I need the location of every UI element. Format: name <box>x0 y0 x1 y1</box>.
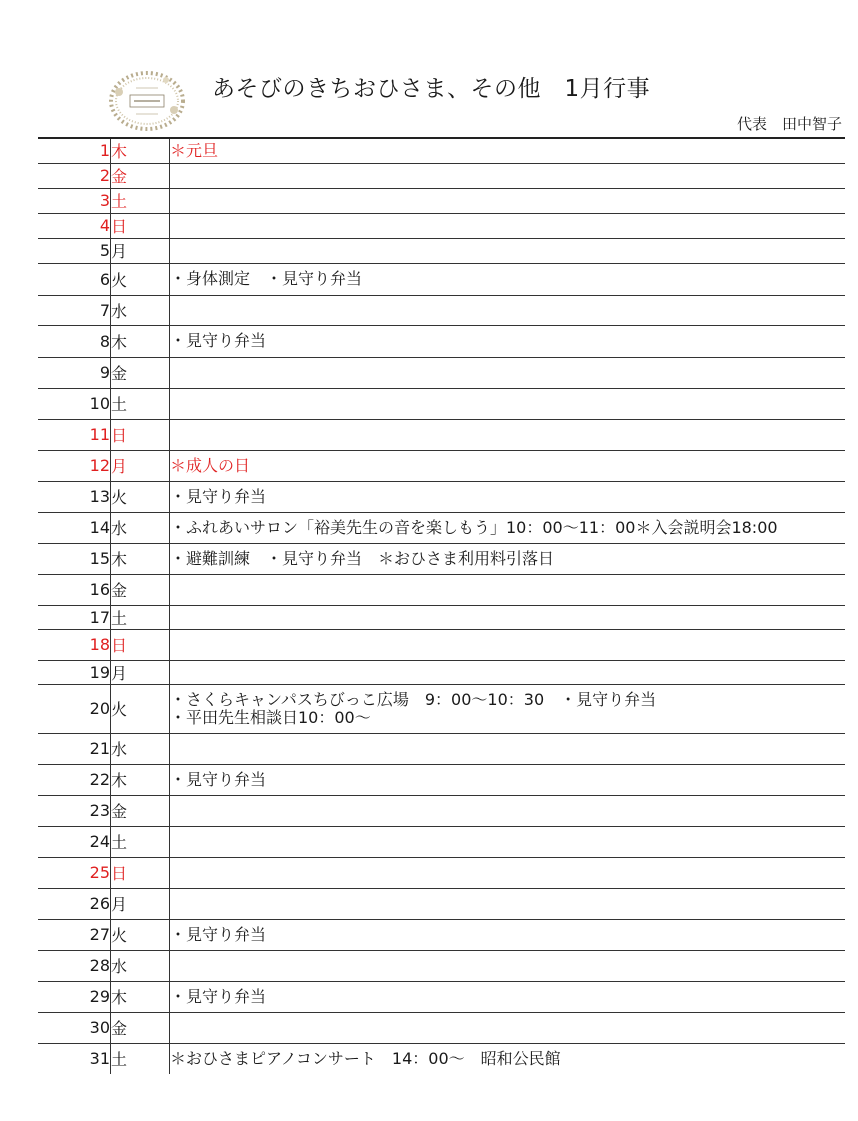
event-cell <box>170 1043 846 1074</box>
page-title: あそびのきちおひさま、その他 1月行事 <box>212 76 651 102</box>
day-number: 2 <box>38 163 111 188</box>
day-number: 26 <box>38 888 111 919</box>
event-text: ＊成人の日 <box>170 455 251 475</box>
day-number: 30 <box>38 1012 111 1043</box>
event-cell <box>170 163 846 188</box>
day-of-week: 日 <box>111 213 170 238</box>
day-number: 24 <box>38 826 111 857</box>
table-row <box>38 543 845 574</box>
event-cell <box>170 512 846 543</box>
event-text: ・避難訓練 ・見守り弁当 ＊おひさま利用料引落日 <box>170 548 555 568</box>
event-cell <box>170 481 846 512</box>
table-row <box>38 188 845 213</box>
event-text: ・見守り弁当 <box>170 924 267 944</box>
day-number: 10 <box>38 388 111 419</box>
table-row <box>38 919 845 950</box>
table-row <box>38 1012 845 1043</box>
event-cell <box>170 795 846 826</box>
event-cell <box>170 888 846 919</box>
event-text: ・平田先生相談日10：00〜 <box>170 707 371 727</box>
event-cell <box>170 1012 846 1043</box>
event-cell <box>170 450 846 481</box>
event-cell <box>170 263 846 295</box>
table-row <box>38 795 845 826</box>
table-row <box>38 263 845 295</box>
day-of-week: 水 <box>111 512 170 543</box>
event-cell <box>170 388 846 419</box>
event-cell <box>170 919 846 950</box>
event-cell <box>170 981 846 1012</box>
event-text: ・ふれあいサロン「裕美先生の音を楽しもう」10：00〜11：00＊入会説明会18:00 <box>170 517 778 537</box>
day-of-week: 土 <box>111 605 170 629</box>
ohisama-logo <box>108 70 186 132</box>
event-cell <box>170 357 846 388</box>
event-cell <box>170 238 846 263</box>
table-row <box>38 138 845 163</box>
table-row <box>38 888 845 919</box>
day-number: 27 <box>38 919 111 950</box>
event-cell <box>170 295 846 325</box>
day-of-week: 金 <box>111 357 170 388</box>
day-of-week: 火 <box>111 684 170 733</box>
event-cell <box>170 188 846 213</box>
day-of-week: 土 <box>111 826 170 857</box>
table-row <box>38 213 845 238</box>
schedule-table <box>38 137 845 1074</box>
day-number: 12 <box>38 450 111 481</box>
day-of-week: 日 <box>111 629 170 660</box>
day-number: 23 <box>38 795 111 826</box>
day-of-week: 火 <box>111 263 170 295</box>
day-of-week: 金 <box>111 163 170 188</box>
table-row <box>38 660 845 684</box>
table-row <box>38 857 845 888</box>
day-number: 1 <box>38 138 111 163</box>
table-row <box>38 826 845 857</box>
table-row <box>38 295 845 325</box>
day-number: 21 <box>38 733 111 764</box>
day-number: 22 <box>38 764 111 795</box>
day-of-week: 土 <box>111 1043 170 1074</box>
day-number: 5 <box>38 238 111 263</box>
day-number: 11 <box>38 419 111 450</box>
event-cell <box>170 325 846 357</box>
table-row <box>38 450 845 481</box>
event-text: ・見守り弁当 <box>170 986 267 1006</box>
table-row <box>38 629 845 660</box>
event-cell <box>170 629 846 660</box>
event-text: ・見守り弁当 <box>170 769 267 789</box>
day-of-week: 金 <box>111 795 170 826</box>
day-of-week: 土 <box>111 388 170 419</box>
event-cell <box>170 574 846 605</box>
table-row <box>38 512 845 543</box>
table-row <box>38 574 845 605</box>
day-of-week: 火 <box>111 481 170 512</box>
day-of-week: 月 <box>111 888 170 919</box>
day-of-week: 木 <box>111 543 170 574</box>
event-cell <box>170 764 846 795</box>
table-row <box>38 733 845 764</box>
event-cell <box>170 826 846 857</box>
day-number: 31 <box>38 1043 111 1074</box>
event-cell <box>170 138 846 163</box>
day-of-week: 木 <box>111 138 170 163</box>
table-row <box>38 357 845 388</box>
table-row <box>38 950 845 981</box>
event-text: ・見守り弁当 <box>170 486 267 506</box>
day-of-week: 水 <box>111 295 170 325</box>
day-of-week: 木 <box>111 325 170 357</box>
representative-name: 代表 田中智子 <box>736 115 842 133</box>
table-row <box>38 325 845 357</box>
event-cell <box>170 684 846 733</box>
day-of-week: 火 <box>111 919 170 950</box>
table-row <box>38 388 845 419</box>
day-number: 29 <box>38 981 111 1012</box>
event-text: ＊おひさまピアノコンサート 14：00〜 昭和公民館 <box>170 1048 561 1068</box>
day-number: 28 <box>38 950 111 981</box>
day-number: 3 <box>38 188 111 213</box>
day-of-week: 木 <box>111 764 170 795</box>
table-row <box>38 163 845 188</box>
day-of-week: 水 <box>111 733 170 764</box>
table-row <box>38 764 845 795</box>
event-text: ・見守り弁当 <box>170 331 267 350</box>
table-row <box>38 1043 845 1074</box>
event-cell <box>170 419 846 450</box>
day-number: 18 <box>38 629 111 660</box>
day-number: 25 <box>38 857 111 888</box>
event-text: ・さくらキャンパスちびっこ広場 9：00〜10：30 ・見守り弁当 <box>170 689 657 709</box>
event-cell <box>170 733 846 764</box>
day-of-week: 月 <box>111 450 170 481</box>
day-number: 13 <box>38 481 111 512</box>
day-of-week: 水 <box>111 950 170 981</box>
day-of-week: 土 <box>111 188 170 213</box>
day-number: 7 <box>38 295 111 325</box>
event-cell <box>170 857 846 888</box>
table-row <box>38 684 845 733</box>
day-number: 20 <box>38 684 111 733</box>
day-number: 19 <box>38 660 111 684</box>
day-number: 9 <box>38 357 111 388</box>
day-number: 16 <box>38 574 111 605</box>
day-number: 4 <box>38 213 111 238</box>
table-row <box>38 238 845 263</box>
table-row <box>38 481 845 512</box>
event-cell <box>170 950 846 981</box>
event-text: ＊元旦 <box>170 140 219 160</box>
day-number: 6 <box>38 263 111 295</box>
day-number: 8 <box>38 325 111 357</box>
day-number: 14 <box>38 512 111 543</box>
day-of-week: 日 <box>111 857 170 888</box>
day-of-week: 木 <box>111 981 170 1012</box>
day-of-week: 月 <box>111 238 170 263</box>
day-of-week: 金 <box>111 574 170 605</box>
table-row <box>38 605 845 629</box>
event-cell <box>170 213 846 238</box>
event-cell <box>170 660 846 684</box>
table-row <box>38 419 845 450</box>
day-of-week: 日 <box>111 419 170 450</box>
event-text: ・身体測定 ・見守り弁当 <box>170 269 363 288</box>
day-number: 15 <box>38 543 111 574</box>
event-cell <box>170 543 846 574</box>
day-of-week: 金 <box>111 1012 170 1043</box>
table-row <box>38 981 845 1012</box>
day-number: 17 <box>38 605 111 629</box>
day-of-week: 月 <box>111 660 170 684</box>
event-cell <box>170 605 846 629</box>
